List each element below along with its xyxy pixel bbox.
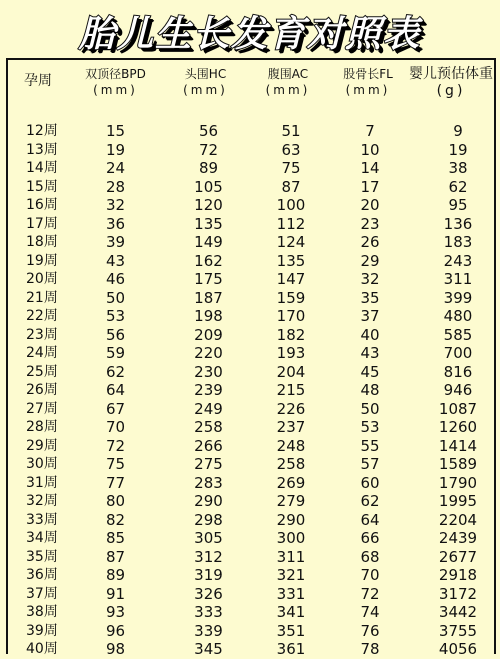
- cell-bpd: 59: [105, 344, 126, 362]
- cell-bpd: 67: [105, 399, 126, 418]
- cell-ac: 51: [281, 122, 301, 140]
- cell-weight: 62: [448, 177, 468, 196]
- cell-week: 35周: [26, 548, 58, 565]
- cell-fl: 50: [360, 399, 380, 418]
- table-row: [8, 326, 494, 345]
- cell-hc: 209: [194, 325, 223, 344]
- cell-bpd: 43: [105, 251, 126, 270]
- header-hc-label: 头围HC: [184, 67, 227, 81]
- cell-bpd: 46: [105, 270, 126, 288]
- cell-fl: 29: [360, 251, 380, 270]
- cell-week: 29周: [26, 437, 58, 454]
- table-row: [8, 289, 494, 308]
- cell-bpd: 36: [105, 214, 126, 233]
- table-row: [8, 511, 494, 530]
- cell-bpd: 39: [105, 233, 126, 251]
- cell-fl: 64: [360, 510, 380, 529]
- cell-fl: 76: [360, 621, 380, 640]
- cell-weight: 700: [443, 344, 473, 362]
- cell-bpd: 72: [105, 436, 126, 455]
- growth-table-frame: [6, 58, 496, 658]
- cell-hc: 339: [194, 621, 223, 640]
- cell-bpd: 98: [105, 640, 126, 658]
- cell-week: 33周: [26, 511, 58, 528]
- cell-fl: 48: [360, 381, 380, 399]
- cell-ac: 331: [276, 584, 306, 603]
- cell-hc: 312: [194, 547, 223, 566]
- cell-ac: 159: [276, 288, 306, 307]
- table-row: [8, 640, 494, 659]
- table-row: [8, 122, 494, 141]
- cell-ac: 215: [276, 381, 306, 399]
- cell-fl: 35: [360, 288, 380, 307]
- cell-week: 15周: [26, 178, 58, 195]
- cell-hc: 266: [194, 436, 223, 455]
- cell-weight: 2204: [438, 510, 478, 529]
- table-row: [8, 437, 494, 456]
- cell-ac: 135: [276, 251, 306, 270]
- cell-week: 28周: [26, 419, 58, 435]
- cell-hc: 333: [194, 603, 223, 621]
- cell-bpd: 15: [105, 122, 126, 140]
- cell-week: 34周: [26, 530, 58, 546]
- table-row: [8, 400, 494, 419]
- cell-fl: 32: [360, 270, 380, 288]
- cell-weight: 38: [448, 159, 468, 177]
- header-fl-label: 股骨长FL: [343, 67, 393, 81]
- cell-bpd: 91: [105, 584, 126, 603]
- cell-weight: 9: [453, 122, 463, 140]
- header-fl: [328, 60, 408, 114]
- cell-bpd: 75: [105, 455, 126, 473]
- cell-hc: 220: [194, 344, 223, 362]
- cell-ac: 237: [276, 418, 306, 436]
- cell-weight: 2439: [438, 529, 478, 547]
- cell-weight: 95: [448, 196, 468, 214]
- cell-hc: 72: [198, 140, 219, 159]
- cell-bpd: 50: [105, 288, 126, 307]
- cell-week: 12周: [26, 123, 58, 139]
- cell-week: 21周: [26, 289, 58, 306]
- table-row: [8, 548, 494, 567]
- cell-ac: 147: [276, 270, 306, 288]
- cell-bpd: 53: [105, 307, 126, 325]
- cell-weight: 2677: [438, 547, 478, 566]
- cell-hc: 298: [194, 510, 223, 529]
- cell-bpd: 70: [105, 418, 126, 436]
- cell-week: 13周: [26, 141, 58, 158]
- cell-weight: 399: [443, 288, 473, 307]
- cell-ac: 112: [276, 214, 306, 233]
- cell-hc: 275: [194, 455, 223, 473]
- cell-hc: 305: [194, 529, 223, 547]
- cell-fl: 10: [360, 140, 380, 159]
- header-fl-unit: (mm): [345, 83, 391, 97]
- cell-weight: 183: [443, 233, 473, 251]
- cell-ac: 311: [276, 547, 306, 566]
- cell-hc: 198: [194, 307, 223, 325]
- cell-weight: 816: [443, 362, 473, 381]
- cell-ac: 279: [276, 492, 306, 510]
- header-ac: [248, 60, 328, 114]
- cell-ac: 182: [276, 325, 306, 344]
- table-row: [8, 159, 494, 178]
- table-body: [8, 122, 494, 659]
- cell-ac: 226: [276, 399, 306, 418]
- cell-ac: 361: [276, 640, 306, 658]
- cell-bpd: 56: [105, 325, 126, 344]
- header-bpd: [68, 60, 163, 114]
- cell-bpd: 32: [105, 196, 126, 214]
- table-row: [8, 381, 494, 400]
- cell-week: 31周: [26, 474, 58, 491]
- cell-fl: 26: [360, 233, 380, 251]
- header-week-label: 孕周: [24, 73, 52, 89]
- cell-fl: 68: [360, 547, 380, 566]
- cell-week: 16周: [26, 197, 58, 213]
- cell-fl: 37: [360, 307, 380, 325]
- table-row: [8, 363, 494, 382]
- header-weight-label: 婴儿预估体重: [409, 66, 493, 82]
- table-row: [8, 585, 494, 604]
- table-row: [8, 603, 494, 622]
- table-row: [8, 178, 494, 197]
- cell-bpd: 89: [105, 566, 126, 584]
- cell-week: 24周: [26, 345, 58, 361]
- cell-fl: 57: [360, 455, 380, 473]
- cell-fl: 60: [360, 473, 380, 492]
- cell-fl: 40: [360, 325, 380, 344]
- table-row: [8, 474, 494, 493]
- table-row: [8, 252, 494, 271]
- cell-week: 19周: [26, 252, 58, 269]
- cell-bpd: 82: [105, 510, 126, 529]
- cell-weight: 585: [443, 325, 473, 344]
- cell-week: 17周: [26, 215, 58, 232]
- cell-ac: 124: [276, 233, 306, 251]
- header-hc-unit: (mm): [183, 83, 228, 97]
- table-row: [8, 344, 494, 363]
- table-row: [8, 307, 494, 326]
- cell-hc: 105: [194, 177, 223, 196]
- table-row: [8, 529, 494, 548]
- cell-weight: 3442: [438, 603, 478, 621]
- cell-weight: 480: [443, 307, 473, 325]
- cell-week: 20周: [26, 271, 58, 287]
- table-row: [8, 492, 494, 511]
- cell-bpd: 64: [105, 381, 126, 399]
- cell-week: 39周: [26, 622, 58, 639]
- cell-ac: 290: [276, 510, 306, 529]
- cell-weight: 1790: [438, 473, 478, 492]
- cell-week: 32周: [26, 493, 58, 509]
- cell-hc: 162: [194, 251, 223, 270]
- cell-fl: 43: [360, 344, 380, 362]
- cell-bpd: 80: [105, 492, 126, 510]
- header-weight-unit: (g): [436, 83, 466, 99]
- header-ac-unit: (mm): [265, 83, 311, 97]
- cell-ac: 341: [276, 603, 306, 621]
- cell-weight: 2918: [438, 566, 478, 584]
- cell-weight: 136: [443, 214, 473, 233]
- table-row: [8, 196, 494, 215]
- cell-week: 25周: [26, 363, 58, 380]
- cell-weight: 243: [443, 251, 473, 270]
- cell-fl: 23: [360, 214, 380, 233]
- cell-weight: 1260: [438, 418, 478, 436]
- cell-hc: 120: [194, 196, 223, 214]
- cell-hc: 326: [194, 584, 223, 603]
- cell-hc: 149: [194, 233, 223, 251]
- table-row: [8, 566, 494, 585]
- cell-ac: 300: [276, 529, 306, 547]
- cell-week: 40周: [26, 641, 58, 657]
- cell-hc: 56: [198, 122, 219, 140]
- cell-week: 23周: [26, 326, 58, 343]
- cell-weight: 3172: [438, 584, 478, 603]
- cell-weight: 1589: [438, 455, 478, 473]
- cell-bpd: 28: [105, 177, 126, 196]
- cell-hc: 290: [194, 492, 223, 510]
- cell-hc: 135: [194, 214, 223, 233]
- cell-fl: 70: [360, 566, 380, 584]
- cell-bpd: 85: [105, 529, 126, 547]
- cell-weight: 1087: [438, 399, 478, 418]
- cell-week: 14周: [26, 160, 58, 176]
- cell-bpd: 93: [105, 603, 126, 621]
- cell-weight: 19: [448, 140, 468, 159]
- cell-fl: 72: [360, 584, 380, 603]
- cell-ac: 87: [281, 177, 301, 196]
- cell-hc: 187: [194, 288, 223, 307]
- cell-ac: 100: [276, 196, 306, 214]
- cell-fl: 14: [360, 159, 380, 177]
- cell-week: 37周: [26, 585, 58, 602]
- header-week: [8, 60, 68, 114]
- cell-week: 36周: [26, 567, 58, 583]
- cell-week: 18周: [26, 234, 58, 250]
- cell-ac: 258: [276, 455, 306, 473]
- header-weight: [408, 60, 494, 114]
- table-row: [8, 418, 494, 437]
- cell-fl: 78: [360, 640, 380, 658]
- cell-ac: 321: [276, 566, 306, 584]
- header-ac-label: 腹围AC: [267, 67, 309, 81]
- cell-fl: 45: [360, 362, 380, 381]
- table-row: [8, 622, 494, 641]
- cell-weight: 4056: [438, 640, 478, 658]
- cell-weight: 1414: [438, 436, 478, 455]
- growth-table: [8, 60, 494, 659]
- cell-fl: 53: [360, 418, 380, 436]
- cell-weight: 311: [443, 270, 473, 288]
- cell-ac: 248: [276, 436, 306, 455]
- cell-bpd: 96: [105, 621, 126, 640]
- cell-ac: 193: [276, 344, 306, 362]
- cell-fl: 7: [365, 122, 375, 140]
- cell-fl: 17: [360, 177, 380, 196]
- cell-ac: 170: [276, 307, 306, 325]
- cell-week: 30周: [26, 456, 58, 472]
- cell-hc: 230: [194, 362, 223, 381]
- cell-weight: 946: [443, 381, 473, 399]
- cell-bpd: 24: [105, 159, 126, 177]
- cell-weight: 3755: [438, 621, 478, 640]
- header-bpd-unit: (mm): [93, 83, 138, 97]
- cell-hc: 345: [194, 640, 223, 658]
- table-row: [8, 233, 494, 252]
- cell-hc: 89: [198, 159, 219, 177]
- cell-ac: 63: [281, 140, 301, 159]
- cell-hc: 239: [194, 381, 223, 399]
- cell-ac: 269: [276, 473, 306, 492]
- cell-hc: 283: [194, 473, 223, 492]
- cell-week: 22周: [26, 308, 58, 324]
- header-bpd-label: 双顶径BPD: [85, 67, 146, 81]
- cell-fl: 55: [360, 436, 380, 455]
- table-header: [8, 60, 494, 122]
- header-hc: [163, 60, 248, 114]
- cell-bpd: 19: [105, 140, 126, 159]
- cell-bpd: 77: [105, 473, 126, 492]
- cell-hc: 175: [194, 270, 223, 288]
- table-row: [8, 455, 494, 474]
- cell-fl: 20: [360, 196, 380, 214]
- cell-bpd: 62: [105, 362, 126, 381]
- cell-bpd: 87: [105, 547, 126, 566]
- cell-fl: 66: [360, 529, 380, 547]
- cell-weight: 1995: [438, 492, 478, 510]
- cell-hc: 258: [194, 418, 223, 436]
- cell-ac: 204: [276, 362, 306, 381]
- table-row: [8, 215, 494, 234]
- cell-hc: 249: [194, 399, 223, 418]
- cell-fl: 74: [360, 603, 380, 621]
- cell-hc: 319: [194, 566, 223, 584]
- cell-week: 26周: [26, 382, 58, 398]
- table-row: [8, 141, 494, 160]
- cell-ac: 75: [281, 159, 301, 177]
- table-row: [8, 270, 494, 289]
- cell-fl: 62: [360, 492, 380, 510]
- cell-week: 27周: [26, 400, 58, 417]
- cell-week: 38周: [26, 604, 58, 620]
- cell-ac: 351: [276, 621, 306, 640]
- page-title: 胎儿生长发育对照表: [78, 14, 421, 55]
